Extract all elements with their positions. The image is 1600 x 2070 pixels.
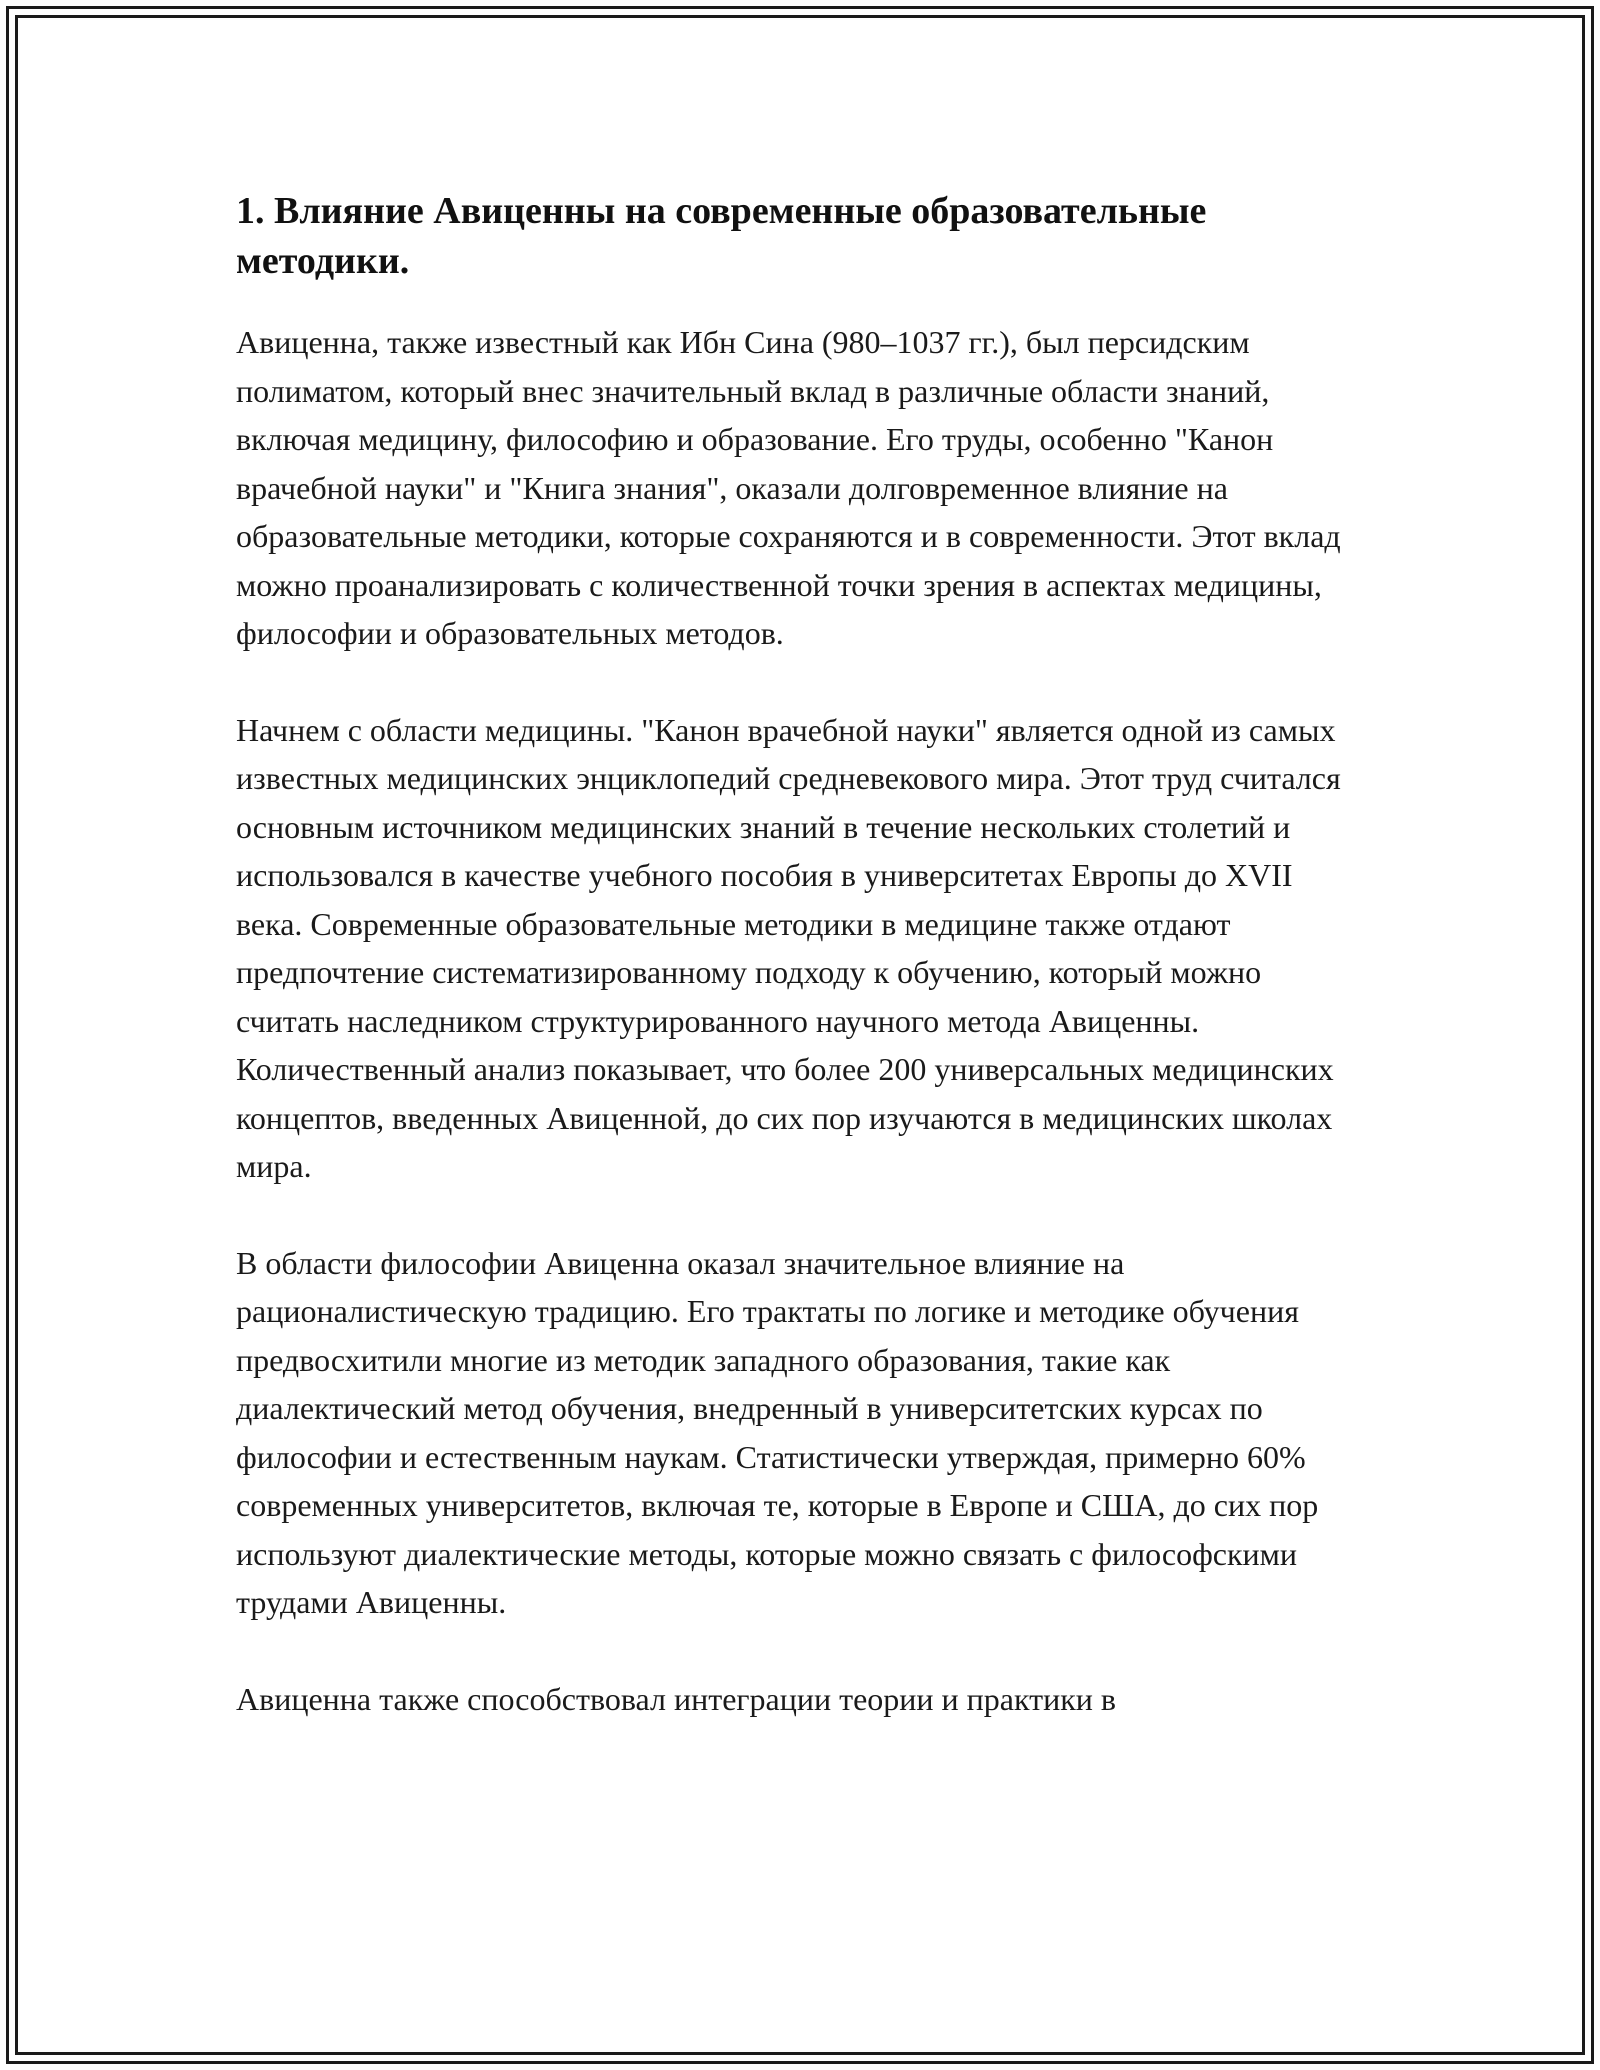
- document-body: [236, 186, 1366, 1771]
- section-heading: 1. Влияние Авиценны на современные образовательные методики.: [236, 190, 1207, 282]
- paragraph-integration: Авиценна также способствовал интеграции теории и практики в: [236, 1680, 1117, 1717]
- paragraph-medicine: Начнем с области медицины. "Канон врачебной науки" является одной из самых известных медицинских энциклопедий средневекового мира. Этот труд считался основным источником медицинских знаний в течение нескольких столетий и использовался в качестве учебного пособия в университетах Европы до XVII века. Современные образовательные методики в медицине также отдают предпочтение систематизированному подходу к обучению, который можно считать наследником структурированного научного метода Авиценны. Количественный анализ показывает, что более 200 универсальных медицинских концептов, введенных Авиценной, до сих пор изучаются в медицинских школах мира.: [236, 711, 1341, 1184]
- paragraph-philosophy: В области философии Авиценна оказал значительное влияние на рационалистическую традицию. Его трактаты по логике и методике обучения предвосхитили многие из методик западного образования, такие как диалектический метод обучения, внедренный в университетских курсах по философии и естественным наукам. Статистически утверждая, примерно 60% современных университетов, включая те, которые в Европе и США, до сих пор используют диалектические методы, которые можно связать с философскими трудами Авиценны.: [236, 1244, 1319, 1620]
- paragraph-intro: Авиценна, также известный как Ибн Сина (980–1037 гг.), был персидским полиматом, который внес значительный вклад в различные области знаний, включая медицину, философию и образование. Его труды, особенно "Канон врачебной науки" и "Книга знания", оказали долговременное влияние на образовательные методики, которые сохраняются и в современности. Этот вклад можно проанализировать с количественной точки зрения в аспектах медицины, философии и образовательных методов.: [236, 324, 1341, 651]
